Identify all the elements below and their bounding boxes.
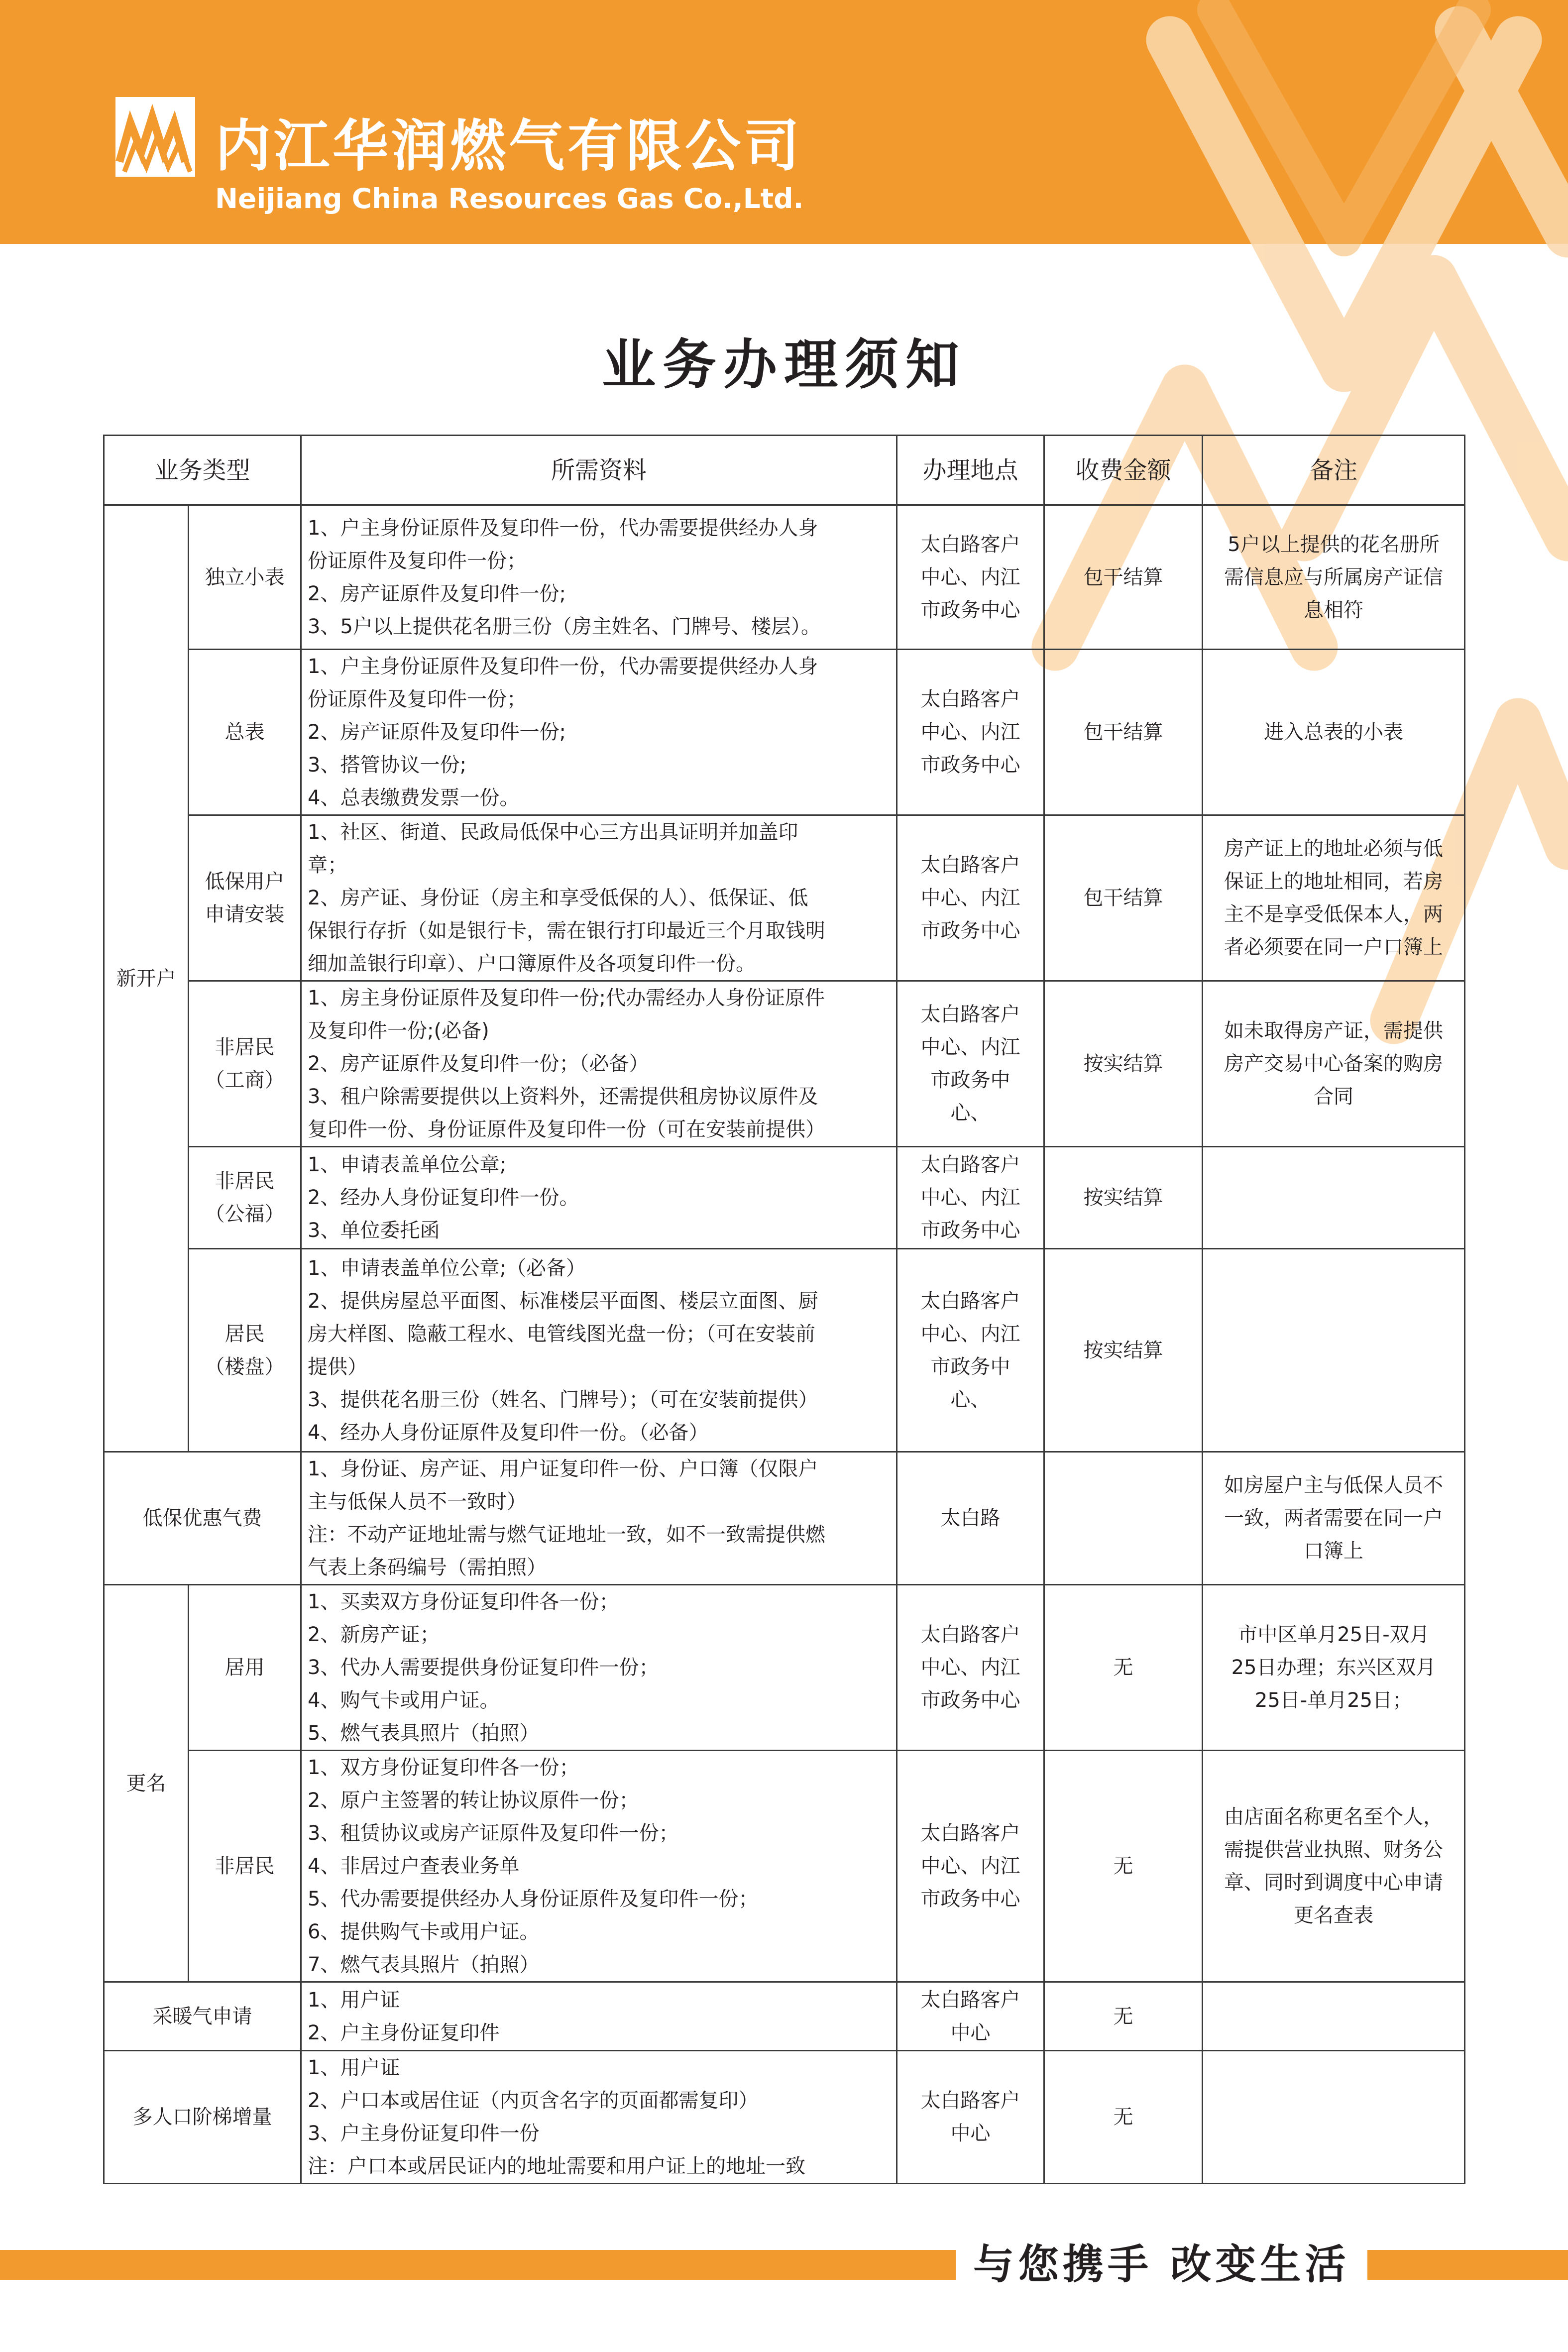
table-row bbox=[104, 1147, 1465, 1249]
row-location: 太白路客户 中心、内江 市政务中 心、 bbox=[897, 1249, 1044, 1452]
table-row bbox=[104, 1982, 1465, 2051]
group-new-account: 新开户 bbox=[104, 505, 189, 1452]
row-note: 如未取得房产证，需提供 房产交易中心备案的购房 合同 bbox=[1203, 981, 1465, 1147]
row-fee: 无 bbox=[1044, 1982, 1203, 2051]
row-requirements: 1、房主身份证原件及复印件一份;代办需经办人身份证原件 及复印件一份;(必备) 2、房产证原件及复印件一份；（必备） 3、租户除需要提供以上资料外，还需提供租房协议原件及 复印件一份、身份证原件及复印件一份（可在安装前提供） bbox=[301, 981, 897, 1147]
row-type: 低保用户 申请安装 bbox=[189, 815, 301, 981]
row-fee: 包干结算 bbox=[1044, 650, 1203, 815]
header-location: 办理地点 bbox=[897, 436, 1044, 505]
row-fee: 无 bbox=[1044, 1585, 1203, 1751]
row-location: 太白路 bbox=[897, 1452, 1044, 1585]
table-row bbox=[104, 981, 1465, 1147]
row-type: 独立小表 bbox=[189, 505, 301, 650]
row-note bbox=[1203, 1249, 1465, 1452]
row-requirements: 1、社区、街道、民政局低保中心三方出具证明并加盖印 章； 2、房产证、身份证（房主和享受低保的人）、低保证、低 保银行存折（如是银行卡，需在银行打印最近三个月取钱明 细加盖银行印章）、户口簿原件及各项复印件一份。 bbox=[301, 815, 897, 981]
row-type: 非居民 （公福） bbox=[189, 1147, 301, 1249]
table-header-row bbox=[104, 436, 1465, 505]
header-business-type: 业务类型 bbox=[104, 436, 301, 505]
row-type: 居用 bbox=[189, 1585, 301, 1751]
row-fee: 按实结算 bbox=[1044, 1249, 1203, 1452]
group-rename: 更名 bbox=[104, 1585, 189, 1982]
row-requirements: 1、买卖双方身份证复印件各一份； 2、新房产证； 3、代办人需要提供身份证复印件一份； 4、购气卡或用户证。 5、燃气表具照片（拍照） bbox=[301, 1585, 897, 1751]
table-row bbox=[104, 1249, 1465, 1452]
header-remarks: 备注 bbox=[1203, 436, 1465, 505]
row-location: 太白路客户 中心、内江 市政务中心 bbox=[897, 650, 1044, 815]
row-requirements: 1、身份证、房产证、用户证复印件一份、户口簿（仅限户 主与低保人员不一致时） 注：不动产证地址需与燃气证地址一致，如不一致需提供燃 气表上条码编号（需拍照） bbox=[301, 1452, 897, 1585]
table-row bbox=[104, 1751, 1465, 1982]
row-requirements: 1、户主身份证原件及复印件一份，代办需要提供经办人身 份证原件及复印件一份； 2、房产证原件及复印件一份; 3、搭管协议一份; 4、总表缴费发票一份。 bbox=[301, 650, 897, 815]
row-note bbox=[1203, 1982, 1465, 2051]
table-row bbox=[104, 1452, 1465, 1585]
row-type: 非居民 bbox=[189, 1751, 301, 1982]
page-title: 业务办理须知 bbox=[601, 334, 966, 396]
table-row bbox=[104, 1585, 1465, 1751]
row-location: 太白路客户 中心 bbox=[897, 1982, 1044, 2051]
row-note: 5户以上提供的花名册所 需信息应与所属房产证信 息相符 bbox=[1203, 505, 1465, 650]
row-requirements: 1、户主身份证原件及复印件一份，代办需要提供经办人身 份证原件及复印件一份； 2、房产证原件及复印件一份; 3、5户以上提供花名册三份（房主姓名、门牌号、楼层）。 bbox=[301, 505, 897, 650]
footer-slogan: 与您携手 改变生活 bbox=[956, 2235, 1367, 2295]
row-note: 市中区单月25日-双月 25日办理；东兴区双月 25日-单月25日； bbox=[1203, 1585, 1465, 1751]
row-note bbox=[1203, 2051, 1465, 2184]
row-fee: 无 bbox=[1044, 2051, 1203, 2184]
row-fee: 包干结算 bbox=[1044, 505, 1203, 650]
row-location: 太白路客户 中心、内江 市政务中心 bbox=[897, 815, 1044, 981]
row-type: 采暖气申请 bbox=[104, 1982, 301, 2051]
row-requirements: 1、双方身份证复印件各一份； 2、原户主签署的转让协议原件一份； 3、租赁协议或房产证原件及复印件一份； 4、非居过户查表业务单 5、代办需要提供经办人身份证原件及复印件一份； 6、提供购气卡或用户证。 7、燃气表具照片（拍照） bbox=[301, 1751, 897, 1982]
row-location: 太白路客户 中心、内江 市政务中心 bbox=[897, 1585, 1044, 1751]
row-location: 太白路客户 中心、内江 市政务中心 bbox=[897, 1751, 1044, 1982]
row-fee: 按实结算 bbox=[1044, 981, 1203, 1147]
row-note: 进入总表的小表 bbox=[1203, 650, 1465, 815]
row-location: 太白路客户 中心、内江 市政务中 心、 bbox=[897, 981, 1044, 1147]
row-location: 太白路客户 中心、内江 市政务中心 bbox=[897, 505, 1044, 650]
header-required-docs: 所需资料 bbox=[301, 436, 897, 505]
header-band bbox=[0, 0, 1568, 244]
row-type: 低保优惠气费 bbox=[104, 1452, 301, 1585]
row-requirements: 1、用户证 2、户主身份证复印件 bbox=[301, 1982, 897, 2051]
row-requirements: 1、申请表盖单位公章; 2、经办人身份证复印件一份。 3、单位委托函 bbox=[301, 1147, 897, 1249]
table-row bbox=[104, 2051, 1465, 2184]
company-name-cn: 内江华润燃气有限公司 bbox=[215, 114, 802, 179]
table-row bbox=[104, 650, 1465, 815]
row-note: 房产证上的地址必须与低 保证上的地址相同，若房 主不是享受低保本人，两 者必须要在同一户口簿上 bbox=[1203, 815, 1465, 981]
row-requirements: 1、申请表盖单位公章;（必备） 2、提供房屋总平面图、标准楼层平面图、楼层立面图、厨 房大样图、隐蔽工程水、电管线图光盘一份；（可在安装前 提供） 3、提供花名册三份（姓名、门牌号）；（可在安装前提供） 4、经办人身份证原件及复印件一份。（必备） bbox=[301, 1249, 897, 1452]
cr-gas-logo-icon bbox=[115, 97, 195, 177]
row-type: 多人口阶梯增量 bbox=[104, 2051, 301, 2184]
row-type: 非居民 （工商） bbox=[189, 981, 301, 1147]
row-type: 总表 bbox=[189, 650, 301, 815]
row-fee: 包干结算 bbox=[1044, 815, 1203, 981]
row-note bbox=[1203, 1147, 1465, 1249]
row-fee: 无 bbox=[1044, 1751, 1203, 1982]
row-fee bbox=[1044, 1452, 1203, 1585]
row-location: 太白路客户 中心 bbox=[897, 2051, 1044, 2184]
table-row bbox=[104, 505, 1465, 650]
row-fee: 按实结算 bbox=[1044, 1147, 1203, 1249]
header-fee: 收费金额 bbox=[1044, 436, 1203, 505]
company-name-en: Neijiang China Resources Gas Co.,Ltd. bbox=[215, 183, 804, 215]
row-note: 由店面名称更名至个人， 需提供营业执照、财务公 章、同时到调度中心申请 更名查表 bbox=[1203, 1751, 1465, 1982]
row-requirements: 1、用户证 2、户口本或居住证（内页含名字的页面都需复印） 3、户主身份证复印件一份 注：户口本或居民证内的地址需要和用户证上的地址一致 bbox=[301, 2051, 897, 2184]
table-row bbox=[104, 815, 1465, 981]
row-type: 居民 （楼盘） bbox=[189, 1249, 301, 1452]
row-note: 如房屋户主与低保人员不 一致，两者需要在同一户 口簿上 bbox=[1203, 1452, 1465, 1585]
row-location: 太白路客户 中心、内江 市政务中心 bbox=[897, 1147, 1044, 1249]
requirements-table bbox=[103, 435, 1465, 2184]
